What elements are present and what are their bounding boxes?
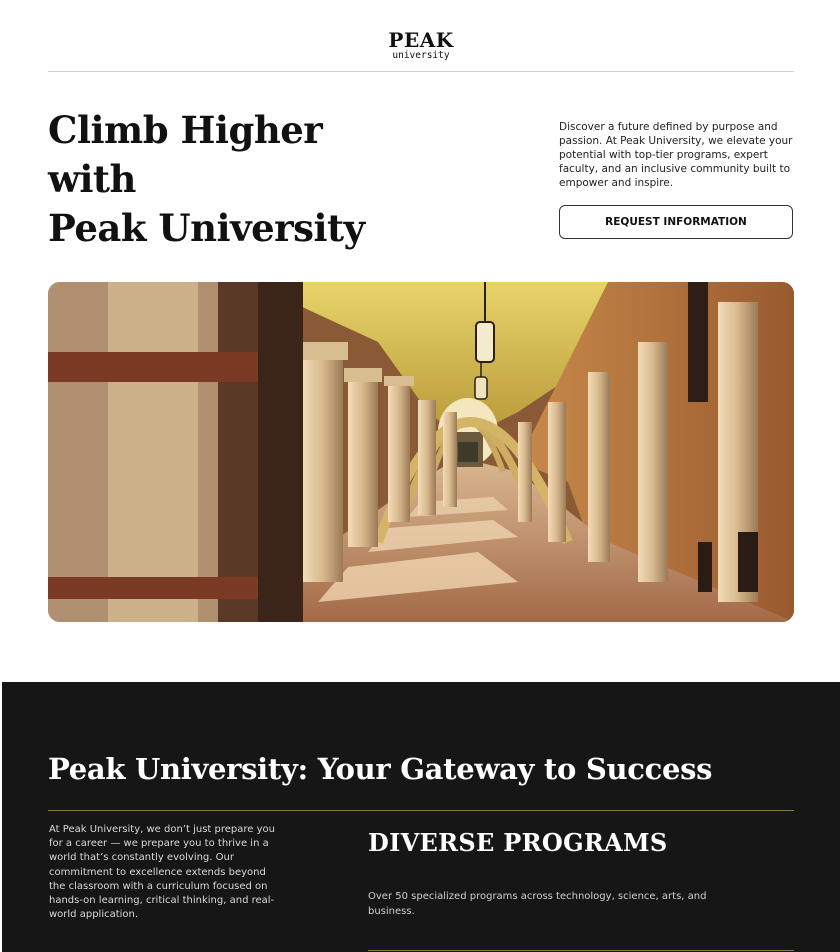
campus-colonnade-image — [48, 282, 794, 622]
section-divider — [48, 810, 794, 811]
feature-title: DIVERSE PROGRAMS — [368, 828, 668, 857]
hero-title — [48, 106, 365, 253]
hero-title-line: Climb Higher — [48, 108, 323, 152]
logo-subtitle: university — [392, 50, 450, 61]
site-header — [48, 0, 794, 72]
feature-divider — [368, 950, 794, 951]
hero-title-line: Peak University — [48, 206, 365, 250]
request-information-button[interactable]: REQUEST INFORMATION — [559, 205, 793, 239]
logo-wordmark: PEAK — [388, 28, 454, 52]
section-title: Peak University: Your Gateway to Success — [48, 752, 713, 786]
section-intro: At Peak University, we don’t just prepare you for a career — we prepare you to thrive in a world that’s constantly evolving. Our commitment to excellence extends beyond the classroom with a curriculum focused on hands-on learning, critical thinking, and real-world application. — [49, 824, 275, 921]
feature-description: Over 50 specialized programs across technology, science, arts, and business. — [368, 891, 707, 917]
hero-title-line: with — [48, 157, 136, 201]
peak-logo[interactable] — [388, 30, 453, 61]
hero-description: Discover a future defined by purpose and passion. At Peak University, we elevate your potential with top-tier programs, expert faculty, and an inclusive community built to empower and inspire. — [559, 121, 793, 189]
gateway-section — [2, 682, 840, 952]
